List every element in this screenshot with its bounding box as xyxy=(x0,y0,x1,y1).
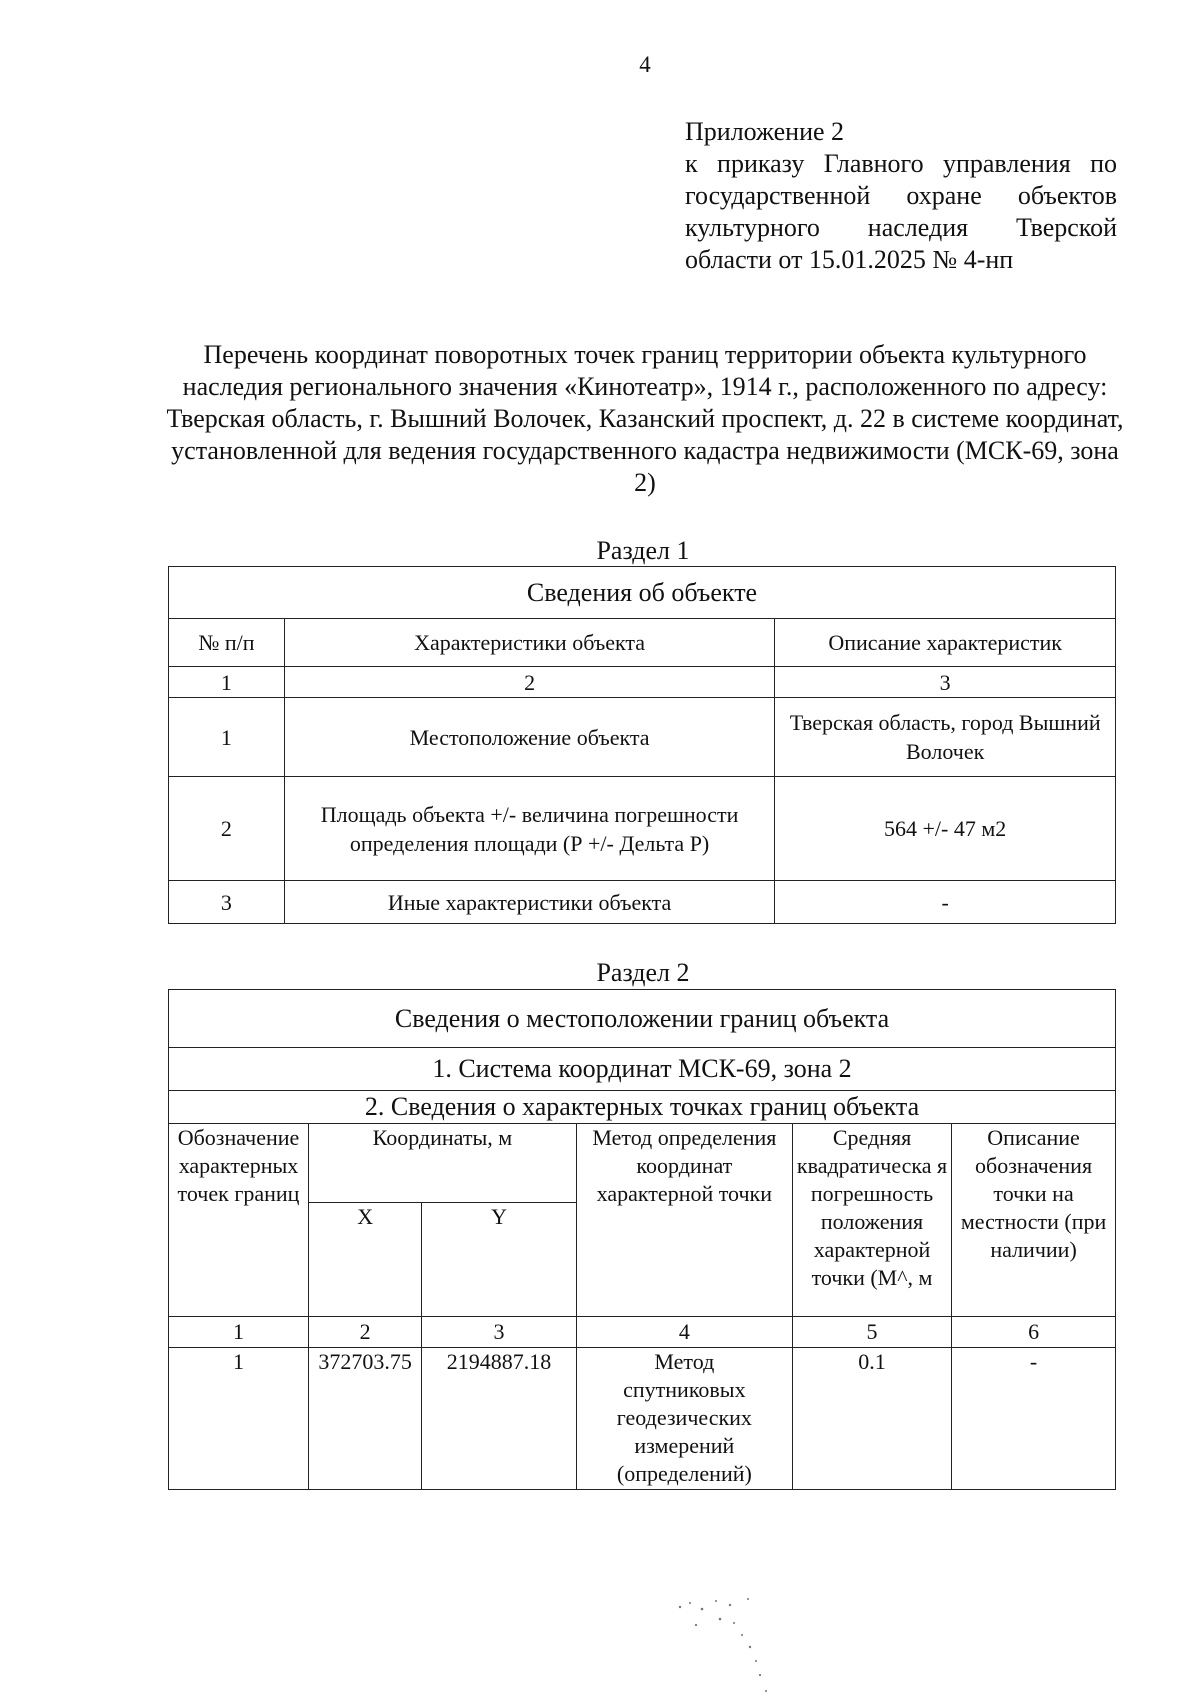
row-number: 1 xyxy=(169,698,285,777)
object-info-table xyxy=(168,566,1116,924)
header-coordinates: Координаты, м xyxy=(309,1124,577,1203)
column-number: 3 xyxy=(422,1317,576,1348)
header-y: Y xyxy=(422,1203,576,1317)
boundary-title: Сведения о местоположении границ объекта xyxy=(169,990,1116,1048)
column-number: 1 xyxy=(169,667,285,698)
column-number: 4 xyxy=(576,1317,792,1348)
header-x: X xyxy=(309,1203,422,1317)
column-number: 5 xyxy=(792,1317,951,1348)
appendix-block xyxy=(685,116,1117,276)
section-2-label: Раздел 2 xyxy=(596,958,690,987)
row-description: - xyxy=(775,881,1116,924)
section-1-label: Раздел 1 xyxy=(596,536,690,565)
header-characteristic: Характеристики объекта xyxy=(284,619,774,667)
point-y: 2194887.18 xyxy=(422,1348,576,1490)
document-heading: Перечень координат поворотных точек границ территории объекта культурного наследия регионального значения «Кинотеатр», 1914 г., расположенного по адресу: Тверская область, г. Вышний Волочек, Казанский проспект, д. 22 в системе координат, установленной для ведения государственного кадастра недвижимости (МСК-69, зона 2) xyxy=(166,340,1124,497)
header-number: № п/п xyxy=(169,619,285,667)
header-description: Описание характеристик xyxy=(775,619,1116,667)
row-number: 3 xyxy=(169,881,285,924)
column-number: 2 xyxy=(284,667,774,698)
appendix-reference: к приказу Главного управления по государственной охране объектов культурного наследия Тверской области от 15.01.2025 № 4-нп xyxy=(685,149,1117,274)
column-number: 2 xyxy=(309,1317,422,1348)
header-designation: Обозначение характерных точек границ xyxy=(169,1124,309,1317)
row-characteristic: Местоположение объекта xyxy=(284,698,774,777)
header-error: Средняя квадратическа я погрешность положения характерной точки (М^, м xyxy=(792,1124,951,1317)
column-number: 3 xyxy=(775,667,1116,698)
row-number: 2 xyxy=(169,777,285,881)
header-point-description: Описание обозначения точки на местности (при наличии) xyxy=(952,1124,1116,1317)
point-x: 372703.75 xyxy=(309,1348,422,1490)
row-characteristic: Иные характеристики объекта xyxy=(284,881,774,924)
row-description: Тверская область, город Вышний Волочек xyxy=(775,698,1116,777)
coordinate-system: 1. Система координат МСК-69, зона 2 xyxy=(169,1048,1116,1091)
boundary-points-table xyxy=(168,989,1116,1490)
object-info-title: Сведения об объекте xyxy=(169,567,1116,619)
row-characteristic: Площадь объекта +/- величина погрешности определения площади (Р +/- Дельта Р) xyxy=(284,777,774,881)
column-number: 1 xyxy=(169,1317,309,1348)
table-row xyxy=(169,777,1116,881)
point-method: Метод спутниковых геодезических измерений (определений) xyxy=(576,1348,792,1490)
point-error: 0.1 xyxy=(792,1348,951,1490)
column-number: 6 xyxy=(952,1317,1116,1348)
table-row xyxy=(169,881,1116,924)
points-subtitle: 2. Сведения о характерных точках границ объекта xyxy=(169,1091,1116,1124)
page-number: 4 xyxy=(639,52,651,77)
table-row xyxy=(169,698,1116,777)
header-method: Метод определения координат характерной точки xyxy=(576,1124,792,1317)
scan-artifact-specks xyxy=(660,1595,790,1705)
table-row xyxy=(169,1348,1116,1490)
appendix-title: Приложение 2 xyxy=(685,117,845,146)
point-description: - xyxy=(952,1348,1116,1490)
point-number: 1 xyxy=(169,1348,309,1490)
row-description: 564 +/- 47 м2 xyxy=(775,777,1116,881)
